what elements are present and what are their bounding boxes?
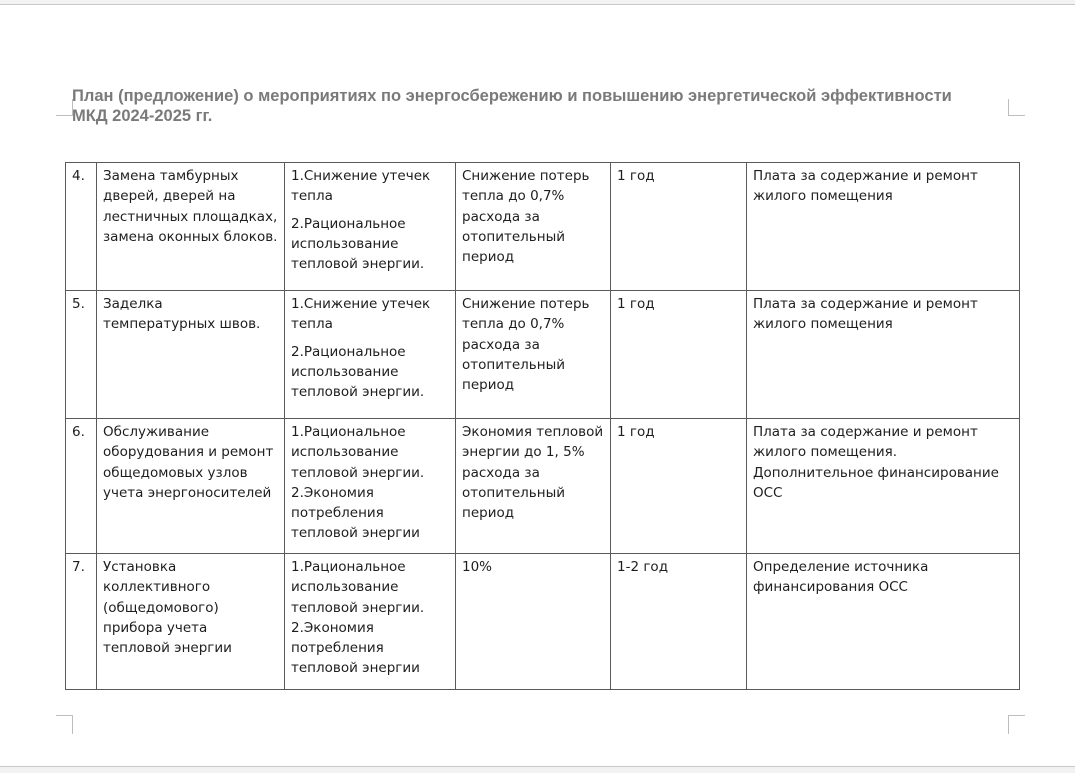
goal-item: 1.Снижение утечек тепла <box>291 296 431 333</box>
term-cell: 1 год <box>611 291 747 419</box>
title-line-1: План (предложение) о мероприятиях по энергосбережению и повышению энергетической эффективности <box>72 87 952 105</box>
goal-cell <box>285 554 456 690</box>
row-number: 7. <box>66 554 97 690</box>
measure-cell: Обслуживание оборудования и ремонт общедомовых узлов учета энергоносителей <box>97 419 285 554</box>
row-number: 6. <box>66 419 97 554</box>
corner-mark-bottom-right <box>1008 715 1025 734</box>
goal-item: 2.Экономия потребления тепловой энергии <box>291 619 420 677</box>
funding-item: Плата за содержание и ремонт жилого помещения. <box>753 424 978 461</box>
row-number: 5. <box>66 291 97 419</box>
term-cell: 1 год <box>611 163 747 291</box>
goal-item: 2.Рациональное использование тепловой энергии. <box>291 215 425 273</box>
corner-mark-bottom-left <box>56 715 73 734</box>
title-line-2: МКД 2024-2025 гг. <box>72 107 213 125</box>
funding-cell: Плата за содержание и ремонт жилого помещения <box>747 163 1020 291</box>
measure-cell: Замена тамбурных дверей, дверей на лестничных площадках, замена оконных блоков. <box>97 163 285 291</box>
measures-table <box>65 162 1020 690</box>
goal-item: 2.Экономия потребления тепловой энергии <box>291 484 420 542</box>
funding-cell <box>747 419 1020 554</box>
effect-cell: Снижение потерь тепла до 0,7% расхода за отопительный период <box>456 291 611 419</box>
measure-cell: Заделка температурных швов. <box>97 291 285 419</box>
table-row <box>66 291 1020 419</box>
funding-cell: Плата за содержание и ремонт жилого помещения <box>747 291 1020 419</box>
goal-cell <box>285 291 456 419</box>
funding-cell: Определение источника финансирования ОСС <box>747 554 1020 690</box>
table-row <box>66 163 1020 291</box>
row-number: 4. <box>66 163 97 291</box>
document-title <box>72 86 1012 126</box>
goal-cell <box>285 163 456 291</box>
term-cell: 1 год <box>611 419 747 554</box>
goal-item: 1.Рациональное использование тепловой энергии. <box>291 424 425 481</box>
table-row <box>66 419 1020 554</box>
term-cell: 1-2 год <box>611 554 747 690</box>
goal-item: 1.Рациональное использование тепловой энергии. <box>291 559 425 616</box>
table-row <box>66 554 1020 690</box>
measure-cell: Установка коллективного (общедомового) прибора учета тепловой энергии <box>97 554 285 690</box>
goal-item: 2.Рациональное использование тепловой энергии. <box>291 343 425 401</box>
goal-item: 1.Снижение утечек тепла <box>291 168 431 205</box>
effect-cell: 10% <box>456 554 611 690</box>
effect-cell: Экономия тепловой энергии до 1, 5% расхода за отопительный период <box>456 419 611 554</box>
effect-cell: Снижение потерь тепла до 0,7% расхода за отопительный период <box>456 163 611 291</box>
corner-mark-top-left <box>56 99 73 116</box>
funding-item: Дополнительное финансирование ОСС <box>753 464 999 501</box>
goal-cell <box>285 419 456 554</box>
